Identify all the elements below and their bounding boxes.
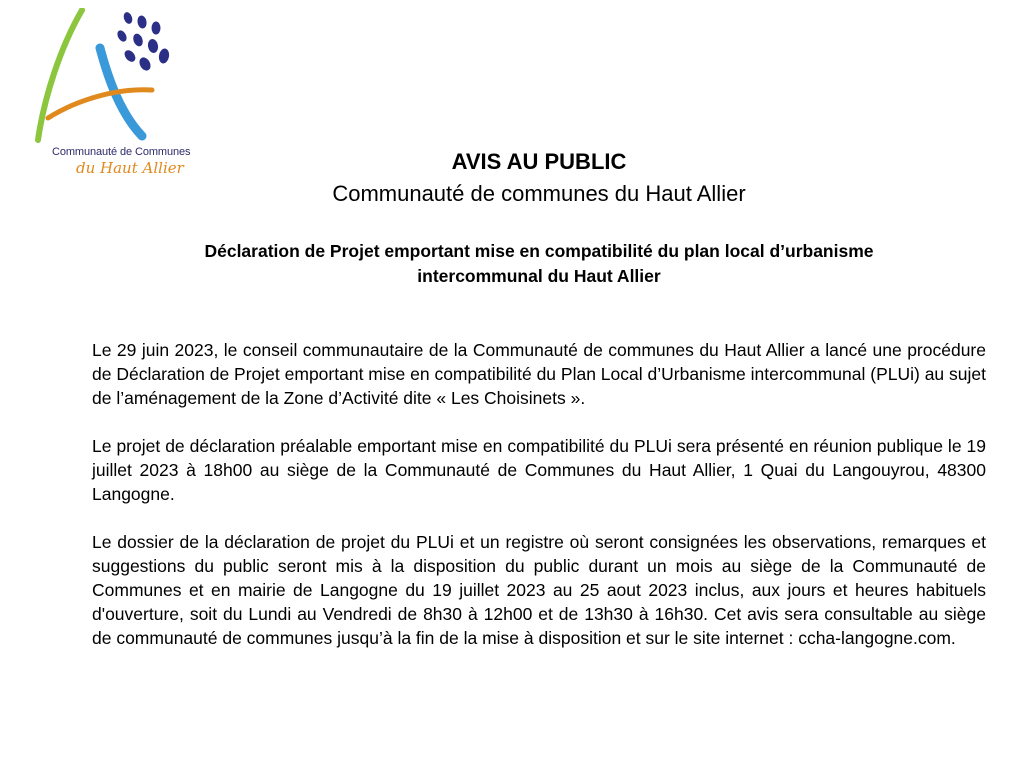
declaration-heading-line2: intercommunal du Haut Allier [417, 266, 661, 286]
declaration-heading-line1: Déclaration de Projet emportant mise en compatibilité du plan local d’urbanisme [204, 241, 874, 261]
logo-text-line1: Communauté de Communes [52, 146, 191, 158]
page-subtitle: Communauté de communes du Haut Allier [332, 181, 746, 206]
paragraph-consultation: Le dossier de la déclaration de projet du PLUi et un registre où seront consignées les observations, remarques et suggestions du public seront mis à la disposition du public durant un mois au siège de la Communauté de Communes et en mairie de Langogne du 19 juillet 2023 au 25 aout 2023 inclus, aux jours et heures habituels d'ouverture, soit du Lundi au Vendredi de 8h30 à 12h00 et de 13h30 à 16h30. Cet avis sera consultable au siège de communauté de communes jusqu’à la fin de la mise à disposition et sur le site internet : ccha-langogne.com. [92, 532, 986, 648]
logo-text-line2: du Haut Allier [76, 159, 184, 177]
declaration-heading [100, 239, 978, 289]
logo-graphic-icon [30, 8, 220, 148]
page-title: AVIS AU PUBLIC [451, 149, 627, 174]
paragraph-launch: Le 29 juin 2023, le conseil communautaire de la Communauté de communes du Haut Allier a lancé une procédure de Déclaration de Projet emportant mise en compatibilité du Plan Local d’Urbanisme intercommunal (PLUi) au sujet de l’aménagement de la Zone d’Activité dite « Les Choisinets ». [92, 340, 986, 408]
notice-body [92, 338, 986, 674]
paragraph-public-meeting: Le projet de déclaration préalable emportant mise en compatibilité du PLUi sera présenté en réunion publique le 19 juillet 2023 à 18h00 au siège de la Communauté de Communes du Haut Allier, 1 Quai du Langouyrou, 48300 Langogne. [92, 436, 986, 504]
